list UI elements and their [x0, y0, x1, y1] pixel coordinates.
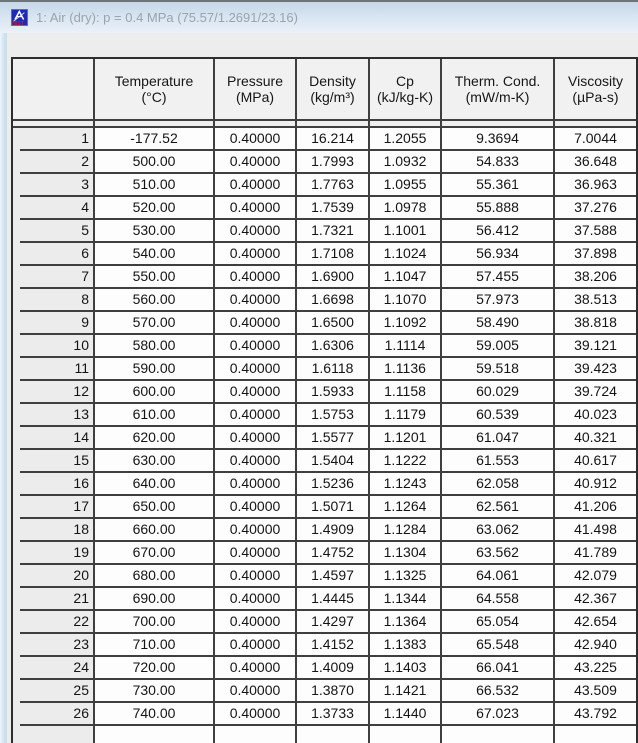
column-unit: (kg/m³) [310, 89, 355, 105]
row-header[interactable]: 19 [13, 542, 95, 565]
table-row [13, 703, 636, 726]
cell-thermal-conductivity[interactable]: 66.041 [442, 657, 555, 680]
column-label: Cp [396, 73, 414, 89]
cell-pressure[interactable]: 0.40000 [215, 634, 297, 657]
cell-viscosity[interactable]: 42.654 [555, 611, 636, 634]
table-row [13, 151, 636, 174]
refprop-nist-icon[interactable] [11, 9, 28, 26]
cell-pressure[interactable]: 0.40000 [215, 381, 297, 404]
row-header[interactable]: 23 [13, 634, 95, 657]
column-unit: (kJ/kg-K) [377, 89, 433, 105]
window-titlebar[interactable] [0, 0, 638, 33]
row-header[interactable]: 12 [13, 381, 95, 404]
cell-temperature[interactable]: 620.00 [95, 427, 215, 450]
cell-temperature[interactable]: 680.00 [95, 565, 215, 588]
cell-temperature[interactable]: 530.00 [95, 220, 215, 243]
cell-pressure[interactable]: 0.40000 [215, 289, 297, 312]
cell-cp[interactable]: 1.1243 [370, 473, 442, 496]
cell-pressure[interactable]: 0.40000 [215, 358, 297, 381]
cell-density[interactable]: 1.6698 [297, 289, 370, 312]
table-body [13, 128, 636, 726]
cell-temperature[interactable]: 630.00 [95, 450, 215, 473]
cell-viscosity[interactable]: 43.792 [555, 703, 636, 726]
column-unit: (°C) [141, 89, 167, 105]
cell[interactable] [215, 726, 297, 743]
table-row [13, 174, 636, 197]
cell-density[interactable]: 1.3733 [297, 703, 370, 726]
table-row [13, 289, 636, 312]
cell-cp[interactable]: 1.0955 [370, 174, 442, 197]
cell-temperature[interactable]: 510.00 [95, 174, 215, 197]
cell-cp[interactable]: 1.1047 [370, 266, 442, 289]
cell-temperature[interactable]: 660.00 [95, 519, 215, 542]
cell-pressure[interactable]: 0.40000 [215, 174, 297, 197]
cell-density[interactable]: 1.5753 [297, 404, 370, 427]
row-header[interactable]: 7 [13, 266, 95, 289]
cell-pressure[interactable]: 0.40000 [215, 496, 297, 519]
row-header[interactable]: 26 [13, 703, 95, 726]
cell-cp[interactable]: 1.2055 [370, 128, 442, 151]
cell-pressure[interactable]: 0.40000 [215, 266, 297, 289]
cell-thermal-conductivity[interactable]: 63.062 [442, 519, 555, 542]
window-title: 1: Air (dry): p = 0.4 MPa (75.57/1.2691/23.16) [36, 10, 298, 25]
cell-thermal-conductivity[interactable]: 61.553 [442, 450, 555, 473]
cell-density[interactable]: 1.5933 [297, 381, 370, 404]
column-label: Viscosity [568, 73, 623, 89]
cell-pressure[interactable]: 0.40000 [215, 611, 297, 634]
table-row [13, 404, 636, 427]
column-label: Density [309, 73, 356, 89]
cell-cp[interactable]: 1.1179 [370, 404, 442, 427]
cell-pressure[interactable]: 0.40000 [215, 519, 297, 542]
cell-density[interactable]: 1.4909 [297, 519, 370, 542]
cell-pressure[interactable]: 0.40000 [215, 427, 297, 450]
table-row [13, 588, 636, 611]
cell-pressure[interactable]: 0.40000 [215, 151, 297, 174]
row-header[interactable]: 11 [13, 358, 95, 381]
row-header[interactable]: 1 [13, 128, 95, 151]
cell-thermal-conductivity[interactable]: 57.455 [442, 266, 555, 289]
cell-thermal-conductivity[interactable]: 62.561 [442, 496, 555, 519]
cell-thermal-conductivity[interactable]: 62.058 [442, 473, 555, 496]
cell-viscosity[interactable]: 41.789 [555, 542, 636, 565]
property-table [11, 57, 638, 743]
table-row [13, 358, 636, 381]
cell-cp[interactable]: 1.1222 [370, 450, 442, 473]
cell-pressure[interactable]: 0.40000 [215, 243, 297, 266]
cell-viscosity[interactable]: 36.963 [555, 174, 636, 197]
cell-viscosity[interactable]: 36.648 [555, 151, 636, 174]
cell[interactable] [297, 726, 370, 743]
column-header-density[interactable] [297, 59, 370, 119]
cell-pressure[interactable]: 0.40000 [215, 657, 297, 680]
cell-cp[interactable]: 1.1440 [370, 703, 442, 726]
cell-viscosity[interactable]: 41.206 [555, 496, 636, 519]
cell-viscosity[interactable]: 39.423 [555, 358, 636, 381]
cell-temperature[interactable]: 520.00 [95, 197, 215, 220]
cell-pressure[interactable]: 0.40000 [215, 703, 297, 726]
cell-viscosity[interactable]: 42.940 [555, 634, 636, 657]
cell-viscosity[interactable]: 43.225 [555, 657, 636, 680]
cell-thermal-conductivity[interactable]: 65.054 [442, 611, 555, 634]
cell-viscosity[interactable]: 39.724 [555, 381, 636, 404]
table-row [13, 197, 636, 220]
table-row [13, 243, 636, 266]
cell-density[interactable]: 1.5404 [297, 450, 370, 473]
cell-pressure[interactable]: 0.40000 [215, 312, 297, 335]
cell-temperature[interactable]: 540.00 [95, 243, 215, 266]
table-row [13, 335, 636, 358]
cell-thermal-conductivity[interactable]: 64.558 [442, 588, 555, 611]
cell-temperature[interactable]: 650.00 [95, 496, 215, 519]
row-header[interactable]: 4 [13, 197, 95, 220]
row-header[interactable]: 10 [13, 335, 95, 358]
cell-cp[interactable]: 1.1024 [370, 243, 442, 266]
cell-pressure[interactable]: 0.40000 [215, 220, 297, 243]
cell-cp[interactable]: 1.0978 [370, 197, 442, 220]
table-row [13, 220, 636, 243]
cell-cp[interactable]: 1.1264 [370, 496, 442, 519]
cell-viscosity[interactable]: 42.079 [555, 565, 636, 588]
cell-density[interactable]: 1.7108 [297, 243, 370, 266]
cell-thermal-conductivity[interactable]: 58.490 [442, 312, 555, 335]
cell[interactable] [555, 726, 636, 743]
cell-viscosity[interactable]: 37.276 [555, 197, 636, 220]
cell-density[interactable]: 1.4152 [297, 634, 370, 657]
row-header[interactable]: 5 [13, 220, 95, 243]
cell-viscosity[interactable]: 38.818 [555, 312, 636, 335]
cell-temperature[interactable]: 610.00 [95, 404, 215, 427]
column-header-pressure[interactable] [215, 59, 297, 119]
table-row [13, 611, 636, 634]
cell-pressure[interactable]: 0.40000 [215, 128, 297, 151]
cell-thermal-conductivity[interactable]: 55.888 [442, 197, 555, 220]
cell-cp[interactable]: 1.1403 [370, 657, 442, 680]
row-header[interactable]: 14 [13, 427, 95, 450]
table-row [13, 450, 636, 473]
cell-temperature[interactable]: 600.00 [95, 381, 215, 404]
column-header-cp[interactable] [370, 59, 442, 119]
cell-density[interactable]: 1.4445 [297, 588, 370, 611]
cell-temperature[interactable]: 710.00 [95, 634, 215, 657]
cell-density[interactable]: 1.4752 [297, 542, 370, 565]
cell-temperature[interactable]: 640.00 [95, 473, 215, 496]
cell-density[interactable]: 16.214 [297, 128, 370, 151]
cell-viscosity[interactable]: 40.023 [555, 404, 636, 427]
cell-density[interactable]: 1.7993 [297, 151, 370, 174]
cell-density[interactable]: 1.4297 [297, 611, 370, 634]
row-header[interactable]: 15 [13, 450, 95, 473]
row-header[interactable]: 21 [13, 588, 95, 611]
cell-temperature[interactable]: 740.00 [95, 703, 215, 726]
header-body-divider [13, 121, 636, 128]
row-header[interactable]: 9 [13, 312, 95, 335]
cell-cp[interactable]: 1.1136 [370, 358, 442, 381]
table-row [13, 381, 636, 404]
cell-thermal-conductivity[interactable]: 56.934 [442, 243, 555, 266]
cell-density[interactable]: 1.3870 [297, 680, 370, 703]
column-header-temperature[interactable] [95, 59, 215, 119]
cell-viscosity[interactable]: 38.513 [555, 289, 636, 312]
cell-thermal-conductivity[interactable]: 59.518 [442, 358, 555, 381]
cell-density[interactable]: 1.5236 [297, 473, 370, 496]
cell-cp[interactable]: 1.1344 [370, 588, 442, 611]
cell-pressure[interactable]: 0.40000 [215, 450, 297, 473]
cell-density[interactable]: 1.4597 [297, 565, 370, 588]
cell-temperature[interactable]: 590.00 [95, 358, 215, 381]
cell-pressure[interactable]: 0.40000 [215, 542, 297, 565]
cell[interactable] [442, 726, 555, 743]
cell-density[interactable]: 1.5577 [297, 427, 370, 450]
column-label: Therm. Cond. [454, 73, 541, 89]
cell-cp[interactable]: 1.1158 [370, 381, 442, 404]
cell-thermal-conductivity[interactable]: 55.361 [442, 174, 555, 197]
table-row [13, 473, 636, 496]
cell-cp[interactable]: 1.1364 [370, 611, 442, 634]
cell-temperature[interactable]: 580.00 [95, 335, 215, 358]
cell-pressure[interactable]: 0.40000 [215, 680, 297, 703]
cell-density[interactable]: 1.6900 [297, 266, 370, 289]
row-header[interactable]: 18 [13, 519, 95, 542]
cell-temperature[interactable]: 720.00 [95, 657, 215, 680]
column-label: Pressure [226, 73, 284, 89]
cell-thermal-conductivity[interactable]: 67.023 [442, 703, 555, 726]
cell-thermal-conductivity[interactable]: 64.061 [442, 565, 555, 588]
cell-temperature[interactable]: 500.00 [95, 151, 215, 174]
cell-cp[interactable]: 1.1421 [370, 680, 442, 703]
cell-viscosity[interactable]: 37.588 [555, 220, 636, 243]
column-label: Temperature [114, 73, 194, 89]
cell[interactable] [370, 726, 442, 743]
cell-density[interactable]: 1.4009 [297, 657, 370, 680]
row-header[interactable]: 3 [13, 174, 95, 197]
table-row [13, 634, 636, 657]
table-row [13, 680, 636, 703]
column-header-thermal-conductivity[interactable] [442, 59, 555, 119]
cell-viscosity[interactable]: 40.321 [555, 427, 636, 450]
cell-viscosity[interactable]: 40.617 [555, 450, 636, 473]
cell-cp[interactable]: 1.1092 [370, 312, 442, 335]
cell-viscosity[interactable]: 7.0044 [555, 128, 636, 151]
cell-thermal-conductivity[interactable]: 66.532 [442, 680, 555, 703]
cell-cp[interactable]: 1.1001 [370, 220, 442, 243]
row-header[interactable]: 2 [13, 151, 95, 174]
cell-pressure[interactable]: 0.40000 [215, 588, 297, 611]
cell-thermal-conductivity[interactable]: 65.548 [442, 634, 555, 657]
cell-density[interactable]: 1.6306 [297, 335, 370, 358]
column-unit: (µPa-s) [572, 89, 619, 105]
cell-thermal-conductivity[interactable]: 56.412 [442, 220, 555, 243]
cell-temperature[interactable]: 700.00 [95, 611, 215, 634]
table-row [13, 565, 636, 588]
window-left-border [0, 33, 7, 743]
row-header[interactable]: 17 [13, 496, 95, 519]
table-row [13, 427, 636, 450]
cell-cp[interactable]: 1.1325 [370, 565, 442, 588]
cell-density[interactable]: 1.5071 [297, 496, 370, 519]
row-header[interactable]: 8 [13, 289, 95, 312]
column-header-viscosity[interactable] [555, 59, 636, 119]
table-row-partial [13, 726, 636, 743]
cell-temperature[interactable]: 670.00 [95, 542, 215, 565]
cell-thermal-conductivity[interactable]: 9.3694 [442, 128, 555, 151]
cell-thermal-conductivity[interactable]: 60.539 [442, 404, 555, 427]
cell[interactable] [95, 726, 215, 743]
table-row [13, 542, 636, 565]
table-row [13, 496, 636, 519]
cell-viscosity[interactable]: 39.121 [555, 335, 636, 358]
cell-temperature[interactable]: 570.00 [95, 312, 215, 335]
row-header[interactable]: 16 [13, 473, 95, 496]
cell-density[interactable]: 1.7763 [297, 174, 370, 197]
table-header-row [13, 59, 636, 121]
cell-pressure[interactable]: 0.40000 [215, 565, 297, 588]
cell-viscosity[interactable]: 37.898 [555, 243, 636, 266]
table-row [13, 312, 636, 335]
row-header[interactable] [13, 726, 95, 743]
table-row [13, 519, 636, 542]
cell-cp[interactable]: 1.0932 [370, 151, 442, 174]
cell-pressure[interactable]: 0.40000 [215, 335, 297, 358]
cell-viscosity[interactable]: 43.509 [555, 680, 636, 703]
cell-density[interactable]: 1.6118 [297, 358, 370, 381]
row-header[interactable]: 13 [13, 404, 95, 427]
cell-cp[interactable]: 1.1383 [370, 634, 442, 657]
cell-viscosity[interactable]: 42.367 [555, 588, 636, 611]
table-row [13, 128, 636, 151]
row-header[interactable]: 20 [13, 565, 95, 588]
cell-temperature[interactable]: 550.00 [95, 266, 215, 289]
row-header[interactable]: 6 [13, 243, 95, 266]
cell-cp[interactable]: 1.1304 [370, 542, 442, 565]
cell-thermal-conductivity[interactable]: 61.047 [442, 427, 555, 450]
table-row [13, 266, 636, 289]
cell-cp[interactable]: 1.1114 [370, 335, 442, 358]
table-row [13, 657, 636, 680]
cell-thermal-conductivity[interactable]: 57.973 [442, 289, 555, 312]
cell-thermal-conductivity[interactable]: 60.029 [442, 381, 555, 404]
corner-header-cell[interactable] [13, 59, 95, 119]
column-unit: (mW/m-K) [465, 89, 530, 105]
cell-temperature[interactable]: 690.00 [95, 588, 215, 611]
cell-density[interactable]: 1.7539 [297, 197, 370, 220]
cell-temperature[interactable]: 560.00 [95, 289, 215, 312]
cell-pressure[interactable]: 0.40000 [215, 404, 297, 427]
cell-pressure[interactable]: 0.40000 [215, 197, 297, 220]
cell-thermal-conductivity[interactable]: 59.005 [442, 335, 555, 358]
row-header[interactable]: 22 [13, 611, 95, 634]
cell-thermal-conductivity[interactable]: 54.833 [442, 151, 555, 174]
column-unit: (MPa) [235, 89, 275, 105]
cell-pressure[interactable]: 0.40000 [215, 473, 297, 496]
cell-temperature[interactable]: 730.00 [95, 680, 215, 703]
cell-viscosity[interactable]: 40.912 [555, 473, 636, 496]
row-header[interactable]: 25 [13, 680, 95, 703]
cell-cp[interactable]: 1.1284 [370, 519, 442, 542]
cell-density[interactable]: 1.7321 [297, 220, 370, 243]
cell-cp[interactable]: 1.1070 [370, 289, 442, 312]
row-header[interactable]: 24 [13, 657, 95, 680]
cell-cp[interactable]: 1.1201 [370, 427, 442, 450]
cell-viscosity[interactable]: 41.498 [555, 519, 636, 542]
cell-thermal-conductivity[interactable]: 63.562 [442, 542, 555, 565]
cell-temperature[interactable]: -177.52 [95, 128, 215, 151]
svg-text:NIST: NIST [12, 20, 25, 26]
cell-viscosity[interactable]: 38.206 [555, 266, 636, 289]
cell-density[interactable]: 1.6500 [297, 312, 370, 335]
